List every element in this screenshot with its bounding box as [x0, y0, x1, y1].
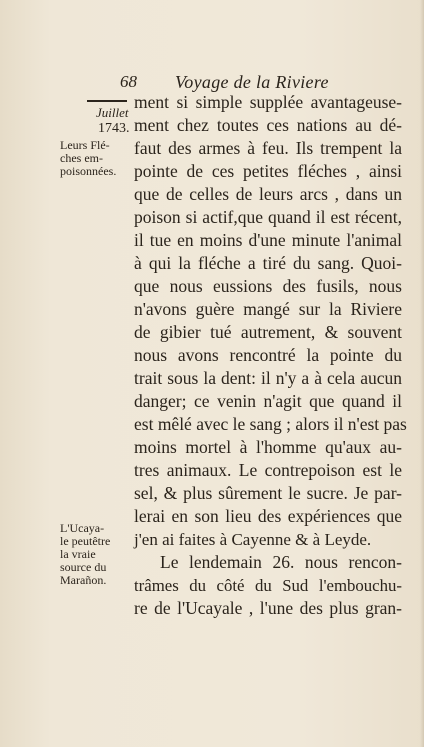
margin-note-line: Marañon.	[60, 573, 107, 587]
margin-note-line: Leurs Flé-	[60, 138, 110, 152]
page-edge-shadow	[420, 0, 424, 747]
text-line: ment chez toutes ces nations au dé-	[134, 115, 402, 135]
text-line: Le lendemain 26. nous rencon-	[160, 552, 402, 572]
text-line: ment si simple supplée avantageuse-	[134, 92, 402, 112]
margin-note-line: source du	[60, 560, 107, 574]
margin-note-line: ches em-	[60, 151, 103, 165]
margin-note-line: L'Ucaya-	[60, 521, 105, 535]
text-line: n'avons guère mangé sur la Riviere	[134, 299, 402, 319]
text-line: à qui la fléche a tiré du sang. Quoi-	[134, 253, 402, 273]
text-line: pointe de ces petites fléches , ainsi	[134, 161, 402, 181]
text-line: est mêlé avec le sang ; alors il n'est pas	[134, 414, 407, 434]
text-line: trait sous la dent: il n'y a à cela aucun	[134, 368, 402, 388]
margin-note-poisoned-arrows	[60, 139, 132, 178]
margin-note-line: le peutêtre	[60, 534, 111, 548]
margin-note-line: poisonnées.	[60, 164, 117, 178]
text-line: nous avons rencontré la pointe du	[134, 345, 402, 365]
text-line: moins mortel à l'homme qu'aux au-	[134, 437, 402, 457]
text-line: sel, & plus sûrement le sucre. Je par-	[134, 483, 402, 503]
body-text	[134, 91, 407, 620]
text-line: que de celles de leurs arcs , dans un	[134, 184, 402, 204]
text-line: faut des armes à feu. Ils trempent la	[134, 138, 402, 158]
running-title: Voyage de la Riviere	[175, 72, 329, 92]
text-line: trâmes du côté du Sud l'embouchu-	[134, 576, 402, 595]
text-line: poison si actif,que quand il est récent,	[134, 207, 402, 227]
text-line: re de l'Ucayale , l'une des plus gran-	[134, 598, 402, 618]
text-line: tres animaux. Le contrepoison est le	[134, 460, 402, 480]
margin-note-line: la vraie	[60, 547, 96, 561]
text-line: j'en ai faites à Cayenne & à Leyde.	[134, 530, 372, 549]
margin-date-month: Juillet	[96, 105, 129, 120]
margin-rule	[87, 100, 127, 102]
text-line: danger; ce venin n'agit que quand il	[134, 391, 402, 411]
text-line: de gibier tué autrement, & souvent	[134, 322, 402, 342]
text-line: lerai en son lieu des expériences que	[134, 506, 402, 526]
margin-note-ucayale	[60, 522, 132, 587]
margin-date-year: 1743.	[98, 121, 130, 136]
page-number: 68	[120, 72, 137, 91]
text-line: il tue en moins d'une minute l'animal	[134, 230, 402, 250]
text-line: que nous eussions des fusils, nous	[134, 276, 402, 296]
